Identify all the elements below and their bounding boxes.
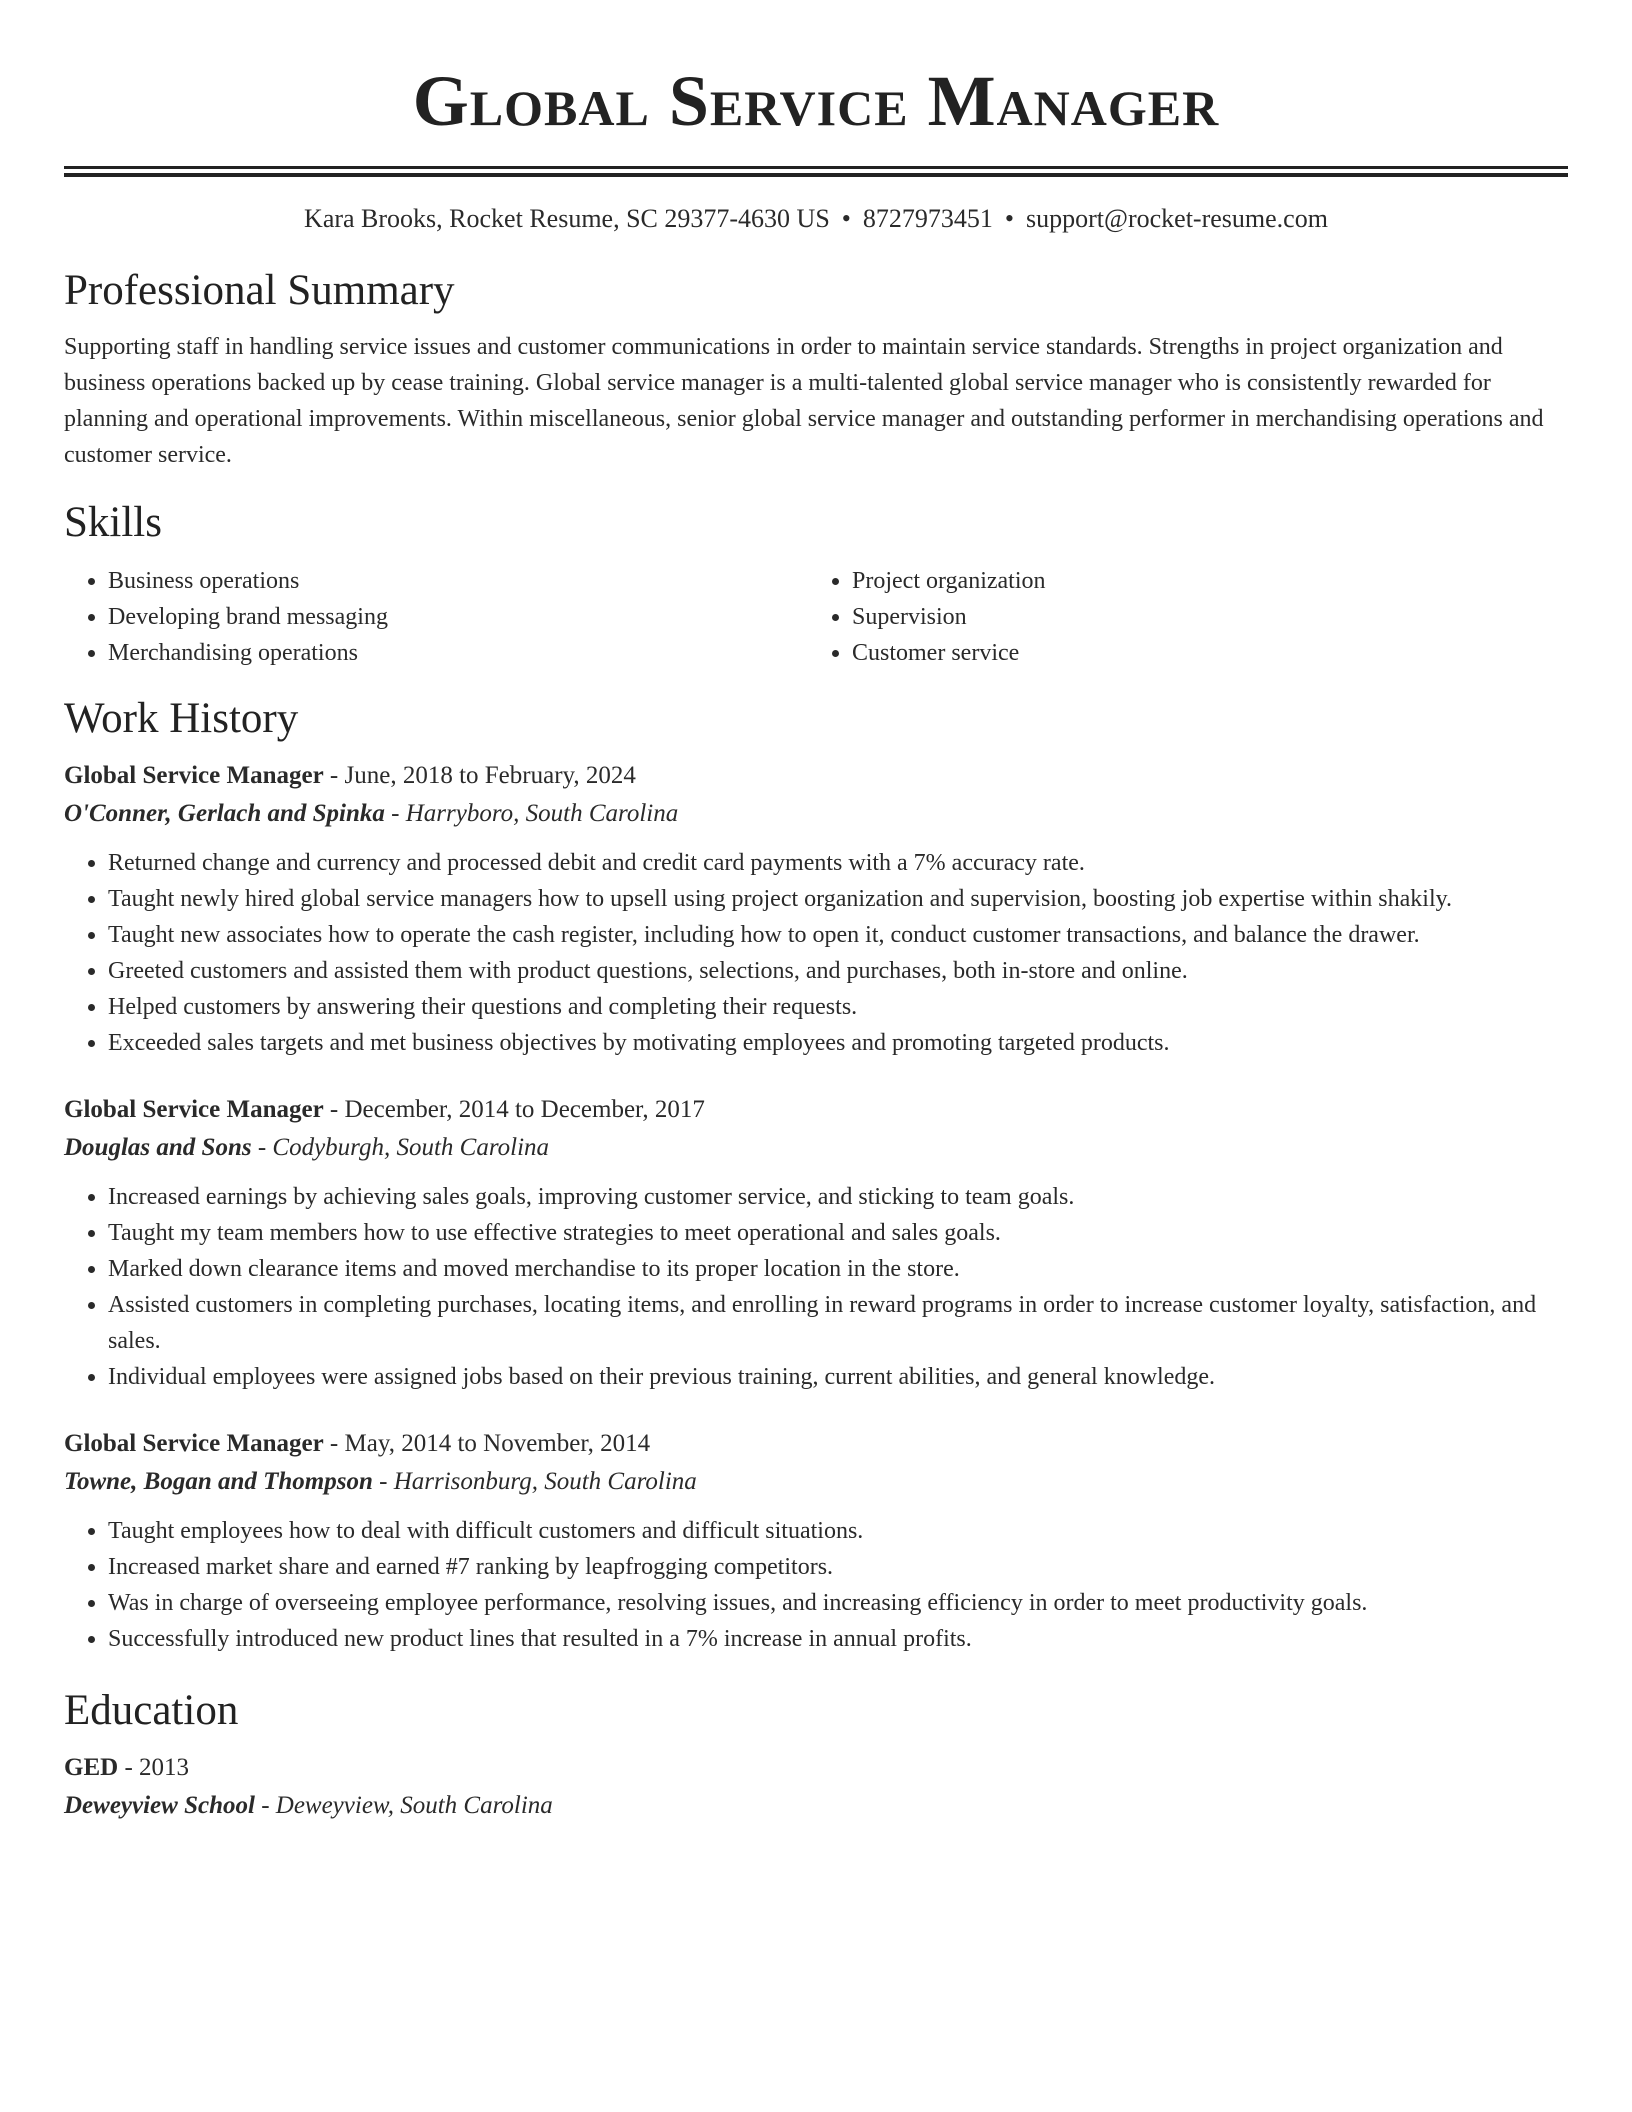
- header-rule-top: [64, 166, 1568, 169]
- job-bullet: • Assisted customers in completing purchases, locating items, and enrolling in reward programs in order to increase customer loyalty, satisfaction, and sales.: [108, 1287, 1568, 1359]
- education-heading: Education: [64, 1687, 239, 1734]
- job-employer: O'Conner, Gerlach and Spinka: [64, 800, 385, 827]
- job-employer-line: [64, 1463, 1568, 1501]
- job-bullet: • Taught new associates how to operate the cash register, including how to open it, conduct customer transactions, and balance the drawer.: [108, 917, 1568, 953]
- resume-page: [64, 0, 1568, 1825]
- job-employer: Towne, Bogan and Thompson: [64, 1468, 373, 1495]
- contact-line: [64, 201, 1568, 237]
- education-school: Deweyview School: [64, 1792, 255, 1819]
- job-bullet: • Increased market share and earned #7 ranking by leapfrogging competitors.: [108, 1549, 1568, 1585]
- skill-item: • Project organization: [852, 563, 1552, 599]
- job-role: Global Service Manager: [64, 762, 324, 789]
- job-title-line: [64, 757, 1568, 795]
- job-bullets: [64, 1179, 1568, 1395]
- skill-item: • Business operations: [108, 563, 808, 599]
- skills-list: [64, 563, 1568, 671]
- job-bullet: • Returned change and currency and processed debit and credit card payments with a 7% accuracy rate.: [108, 845, 1568, 881]
- job-entry: [64, 1425, 1568, 1657]
- contact-separator: •: [1004, 204, 1015, 233]
- summary-text: Supporting staff in handling service issues and customer communications in order to maintain service standards. Strengths in project organization and business operations backed up by cease training. Global service manager is a multi-talented global service manager who is consistently rewarded for planning and operational improvements. Within miscellaneous, senior global service manager and outstanding performer in merchandising operations and customer service.: [64, 334, 1544, 468]
- resume-title: Global Service Manager: [412, 61, 1220, 141]
- job-bullet: • Increased earnings by achieving sales goals, improving customer service, and sticking to team goals.: [108, 1179, 1568, 1215]
- skills-column-right: [808, 563, 1552, 671]
- job-dates: - May, 2014 to November, 2014: [323, 1430, 651, 1457]
- job-bullet: • Individual employees were assigned jobs based on their previous training, current abilities, and general knowledge.: [108, 1359, 1568, 1395]
- job-bullet: • Exceeded sales targets and met business objectives by motivating employees and promoting targeted products.: [108, 1025, 1568, 1061]
- job-title-line: [64, 1091, 1568, 1129]
- education-degree: GED: [64, 1754, 119, 1781]
- job-employer-line: [64, 1129, 1568, 1167]
- education-entry: [64, 1749, 1568, 1825]
- job-bullet: • Taught newly hired global service managers how to upsell using project organization and supervision, boosting job expertise within shakily.: [108, 881, 1568, 917]
- contact-separator: •: [841, 204, 851, 233]
- education-degree-line: [64, 1749, 1568, 1787]
- job-bullets: [64, 1513, 1568, 1657]
- job-dates: - June, 2018 to February, 2024: [323, 762, 636, 789]
- job-bullet: • Successfully introduced new product lines that resulted in a 7% increase in annual profits.: [108, 1621, 1568, 1657]
- job-role: Global Service Manager: [64, 1430, 324, 1457]
- job-bullet: • Helped customers by answering their questions and completing their requests.: [108, 989, 1568, 1025]
- job-bullet: • Taught my team members how to use effective strategies to meet operational and sales goals.: [108, 1215, 1568, 1251]
- contact-phone: 8727973451: [862, 204, 993, 233]
- education-location: - Deweyview, South Carolina: [254, 1792, 553, 1819]
- job-entry: [64, 1091, 1568, 1395]
- header-rule-bottom: [64, 173, 1568, 177]
- skills-heading: Skills: [64, 499, 162, 546]
- job-bullet: • Greeted customers and assisted them with product questions, selections, and purchases, both in-store and online.: [108, 953, 1568, 989]
- skill-item: • Customer service: [852, 635, 1552, 671]
- job-employer-line: [64, 795, 1568, 833]
- job-location: - Harryboro, South Carolina: [384, 800, 679, 827]
- education-year: - 2013: [118, 1754, 190, 1781]
- skill-item: • Supervision: [852, 599, 1552, 635]
- job-location: - Harrisonburg, South Carolina: [372, 1468, 697, 1495]
- skills-column-left: [64, 563, 808, 671]
- job-bullet: • Marked down clearance items and moved merchandise to its proper location in the store.: [108, 1251, 1568, 1287]
- job-bullets: [64, 845, 1568, 1061]
- skill-item: • Developing brand messaging: [108, 599, 808, 635]
- job-title-line: [64, 1425, 1568, 1463]
- contact-email: support@rocket-resume.com: [1026, 204, 1328, 233]
- contact-address: Kara Brooks, Rocket Resume, SC 29377-4630 US: [304, 204, 830, 233]
- job-location: - Codyburgh, South Carolina: [251, 1134, 550, 1161]
- education-school-line: [64, 1787, 1568, 1825]
- job-bullet: • Was in charge of overseeing employee performance, resolving issues, and increasing efficiency in order to meet productivity goals.: [108, 1585, 1568, 1621]
- job-employer: Douglas and Sons: [64, 1134, 252, 1161]
- job-bullet: • Taught employees how to deal with difficult customers and difficult situations.: [108, 1513, 1568, 1549]
- skill-item: • Merchandising operations: [108, 635, 808, 671]
- work-history-heading: Work History: [64, 695, 299, 742]
- job-dates: - December, 2014 to December, 2017: [323, 1096, 705, 1123]
- job-entry: [64, 757, 1568, 1061]
- summary-heading: Professional Summary: [64, 267, 455, 314]
- job-role: Global Service Manager: [64, 1096, 324, 1123]
